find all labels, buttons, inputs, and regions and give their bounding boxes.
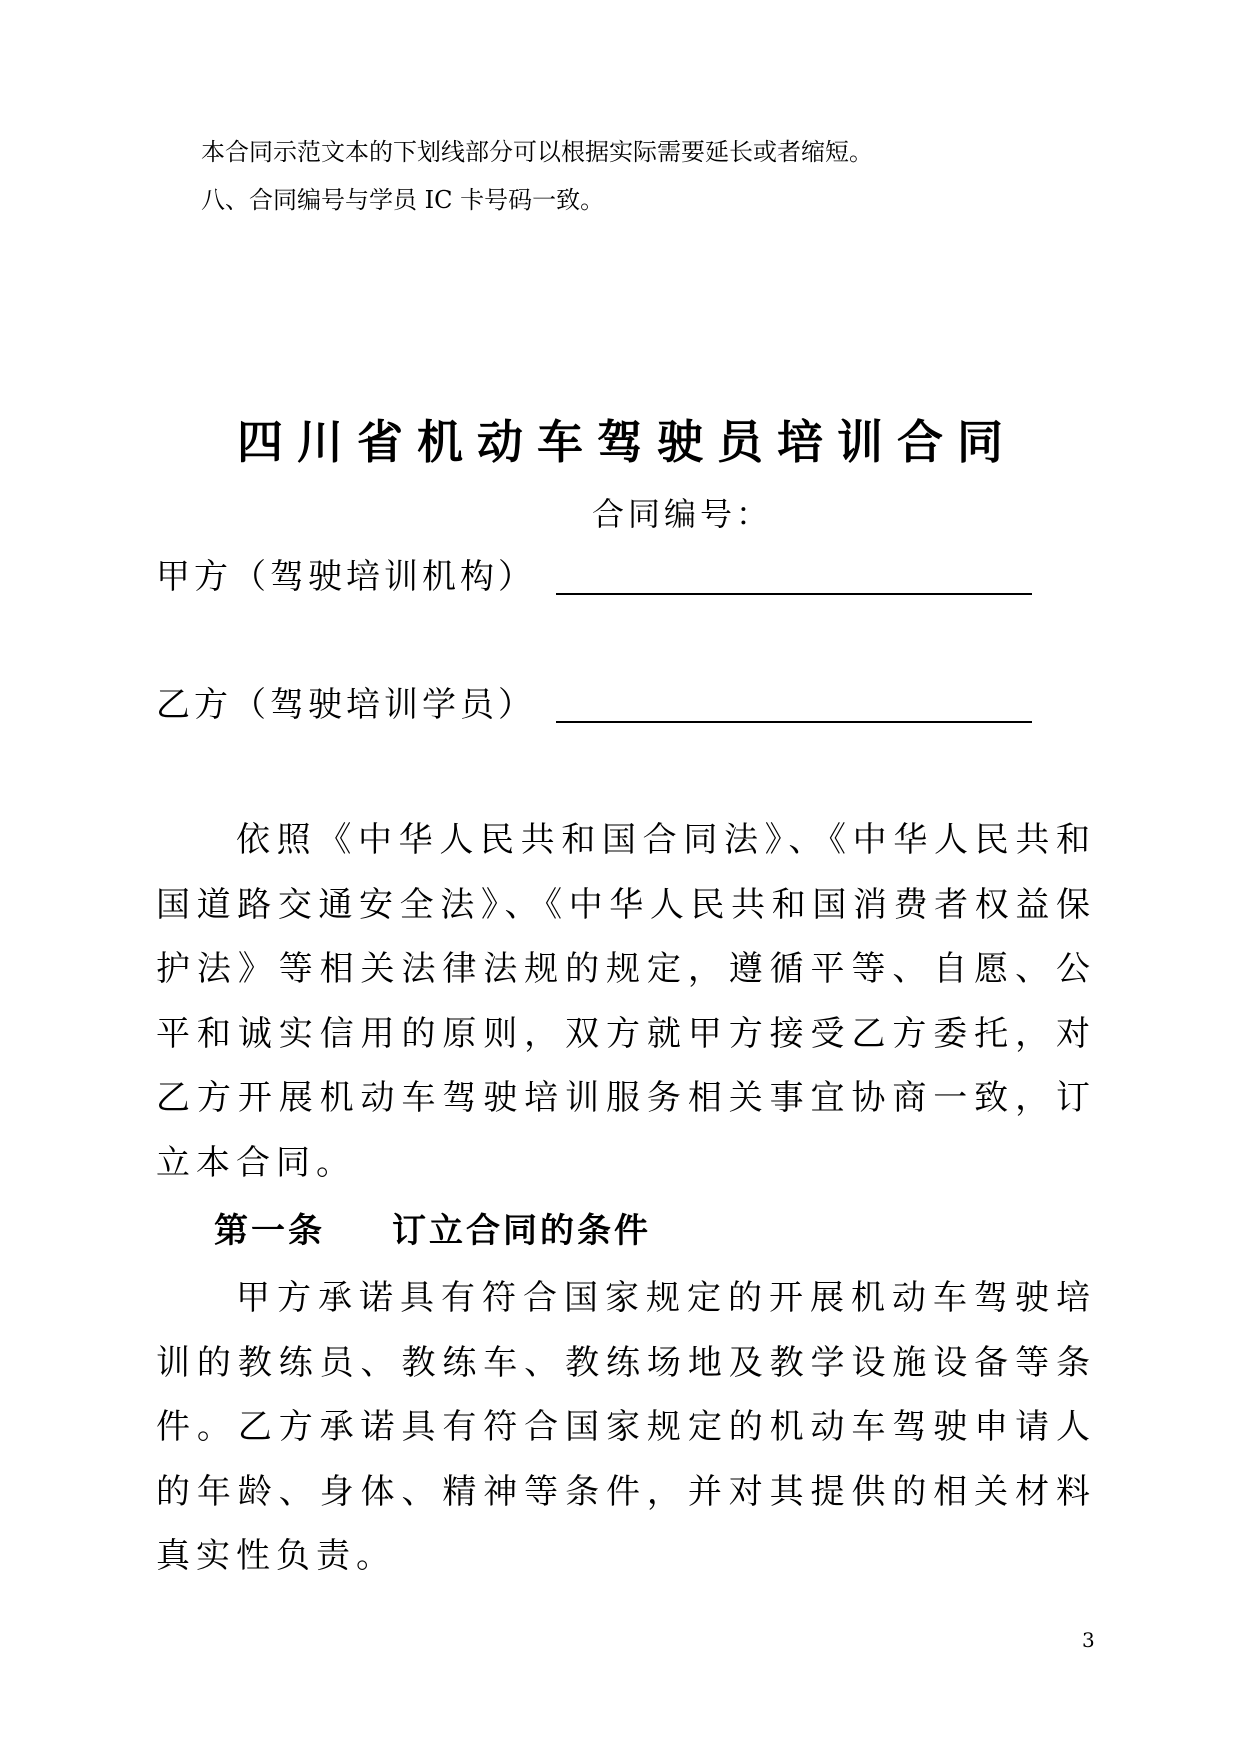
article-1-body: 甲方承诺具有符合国家规定的开展机动车驾驶培训的教练员、教练车、教练场地及教学设施设备等条件。乙方承诺具有符合国家规定的机动车驾驶申请人的年龄、身体、精神等条件，并对其提供的相关材料真实性负责。 — [156, 1278, 1096, 1576]
intro-paragraph: 依照《中华人民共和国合同法》、《中华人民共和国道路交通安全法》、《中华人民共和国消费者权益保护法》等相关法律法规的规定，遵循平等、自愿、公平和诚实信用的原则，双方就甲方接受乙方委托，对乙方开展机动车驾驶培训服务相关事宜协商一致，订立本合同。 — [156, 820, 1096, 1183]
article-1-heading — [214, 1208, 651, 1254]
page-number: 3 — [1082, 1628, 1095, 1652]
article-1-title: 订立合同的条件 — [392, 1211, 651, 1251]
document-title: 四川省机动车驾驶员培训合同 — [237, 415, 1017, 469]
note-contract-number: 八、合同编号与学员 IC 卡号码一致。 — [201, 186, 605, 214]
party-b-label: 乙方（驾驶培训学员） — [156, 685, 536, 725]
party-b-fill-line — [556, 721, 1032, 723]
party-a-label: 甲方（驾驶培训机构） — [156, 557, 536, 597]
note-underline-length: 本合同示范文本的下划线部分可以根据实际需要延长或者缩短。 — [201, 138, 873, 166]
party-a-fill-line — [556, 593, 1032, 595]
article-1-number: 第一条 — [214, 1211, 325, 1251]
contract-number-label: 合同编号： — [592, 495, 773, 533]
